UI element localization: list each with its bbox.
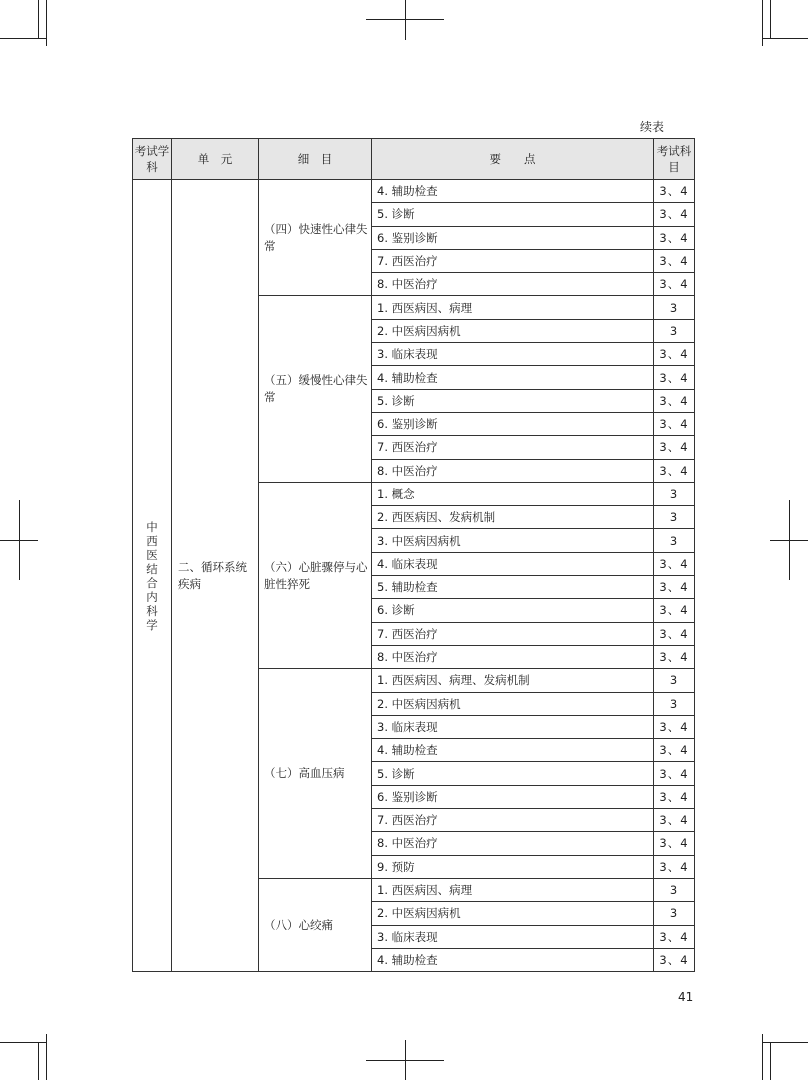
item-cell: （八）心绞痛 <box>259 878 372 971</box>
item-cell: （七）高血压病 <box>259 669 372 879</box>
score-cell: 3 <box>654 878 695 901</box>
score-cell: 3、4 <box>654 249 695 272</box>
crop-mark <box>46 1034 47 1080</box>
score-cell: 3 <box>654 902 695 925</box>
score-cell: 3 <box>654 529 695 552</box>
score-cell: 3 <box>654 692 695 715</box>
point-cell: 5. 诊断 <box>372 389 654 412</box>
point-cell: 7. 西医治疗 <box>372 622 654 645</box>
score-cell: 3 <box>654 482 695 505</box>
item-cell: （六）心脏骤停与心脏性猝死 <box>259 482 372 668</box>
point-cell: 2. 中医病因病机 <box>372 692 654 715</box>
point-cell: 5. 诊断 <box>372 203 654 226</box>
score-cell: 3 <box>654 319 695 342</box>
score-cell: 3、4 <box>654 436 695 459</box>
point-cell: 5. 诊断 <box>372 762 654 785</box>
crop-mark <box>770 0 771 38</box>
score-cell: 3、4 <box>654 599 695 622</box>
point-cell: 4. 临床表现 <box>372 552 654 575</box>
crop-mark <box>762 38 808 39</box>
point-cell: 8. 中医治疗 <box>372 832 654 855</box>
crop-mark <box>0 38 46 39</box>
point-cell: 8. 中医治疗 <box>372 645 654 668</box>
crop-mark <box>38 1042 39 1080</box>
score-cell: 3、4 <box>654 948 695 971</box>
registration-mark <box>405 1040 406 1080</box>
header-point: 要 点 <box>372 139 654 180</box>
registration-mark <box>789 500 790 580</box>
syllabus-table <box>132 138 695 972</box>
point-cell: 3. 临床表现 <box>372 925 654 948</box>
header-score: 考试科目 <box>654 139 695 180</box>
point-cell: 6. 诊断 <box>372 599 654 622</box>
point-cell: 1. 西医病因、病理 <box>372 296 654 319</box>
item-cell: （四）快速性心律失常 <box>259 180 372 296</box>
crop-mark <box>770 1042 771 1080</box>
score-cell: 3、4 <box>654 389 695 412</box>
score-cell: 3、4 <box>654 715 695 738</box>
point-cell: 3. 临床表现 <box>372 715 654 738</box>
unit-cell: 二、循环系统疾病 <box>172 180 259 972</box>
header-unit: 单 元 <box>172 139 259 180</box>
header-subject: 考试学科 <box>133 139 172 180</box>
score-cell: 3、4 <box>654 366 695 389</box>
header-item: 细 目 <box>259 139 372 180</box>
crop-mark <box>762 1042 808 1043</box>
score-cell: 3、4 <box>654 343 695 366</box>
crop-mark <box>0 1042 46 1043</box>
subject-cell <box>133 180 172 972</box>
score-cell: 3 <box>654 506 695 529</box>
score-cell: 3、4 <box>654 459 695 482</box>
point-cell: 7. 西医治疗 <box>372 249 654 272</box>
point-cell: 8. 中医治疗 <box>372 273 654 296</box>
score-cell: 3、4 <box>654 203 695 226</box>
score-cell: 3、4 <box>654 925 695 948</box>
registration-mark <box>19 500 20 580</box>
score-cell: 3、4 <box>654 785 695 808</box>
score-cell: 3、4 <box>654 762 695 785</box>
crop-mark <box>46 0 47 46</box>
point-cell: 2. 西医病因、发病机制 <box>372 506 654 529</box>
continued-label: 续表 <box>640 120 665 134</box>
score-cell: 3、4 <box>654 576 695 599</box>
point-cell: 6. 鉴别诊断 <box>372 412 654 435</box>
point-cell: 7. 西医治疗 <box>372 809 654 832</box>
table-body <box>133 180 695 972</box>
score-cell: 3、4 <box>654 832 695 855</box>
crop-mark <box>762 1034 763 1080</box>
point-cell: 2. 中医病因病机 <box>372 319 654 342</box>
score-cell: 3、4 <box>654 552 695 575</box>
score-cell: 3、4 <box>654 412 695 435</box>
table-header-row <box>133 139 695 180</box>
point-cell: 2. 中医病因病机 <box>372 902 654 925</box>
item-cell: （五）缓慢性心律失常 <box>259 296 372 482</box>
score-cell: 3、4 <box>654 855 695 878</box>
point-cell: 4. 辅助检查 <box>372 180 654 203</box>
point-cell: 1. 西医病因、病理、发病机制 <box>372 669 654 692</box>
crop-mark <box>38 0 39 38</box>
point-cell: 1. 西医病因、病理 <box>372 878 654 901</box>
point-cell: 7. 西医治疗 <box>372 436 654 459</box>
point-cell: 8. 中医治疗 <box>372 459 654 482</box>
score-cell: 3、4 <box>654 645 695 668</box>
point-cell: 1. 概念 <box>372 482 654 505</box>
point-cell: 5. 辅助检查 <box>372 576 654 599</box>
point-cell: 3. 中医病因病机 <box>372 529 654 552</box>
score-cell: 3、4 <box>654 622 695 645</box>
registration-mark <box>405 0 406 40</box>
score-cell: 3、4 <box>654 273 695 296</box>
point-cell: 6. 鉴别诊断 <box>372 785 654 808</box>
score-cell: 3 <box>654 669 695 692</box>
score-cell: 3、4 <box>654 739 695 762</box>
score-cell: 3 <box>654 296 695 319</box>
point-cell: 3. 临床表现 <box>372 343 654 366</box>
score-cell: 3、4 <box>654 226 695 249</box>
score-cell: 3、4 <box>654 809 695 832</box>
point-cell: 4. 辅助检查 <box>372 948 654 971</box>
subject-label: 中西医结合内科学 <box>146 519 158 632</box>
point-cell: 4. 辅助检查 <box>372 739 654 762</box>
point-cell: 6. 鉴别诊断 <box>372 226 654 249</box>
score-cell: 3、4 <box>654 180 695 203</box>
point-cell: 9. 预防 <box>372 855 654 878</box>
table-row <box>133 180 695 203</box>
point-cell: 4. 辅助检查 <box>372 366 654 389</box>
page-number: 41 <box>678 990 694 1004</box>
crop-mark <box>762 0 763 46</box>
